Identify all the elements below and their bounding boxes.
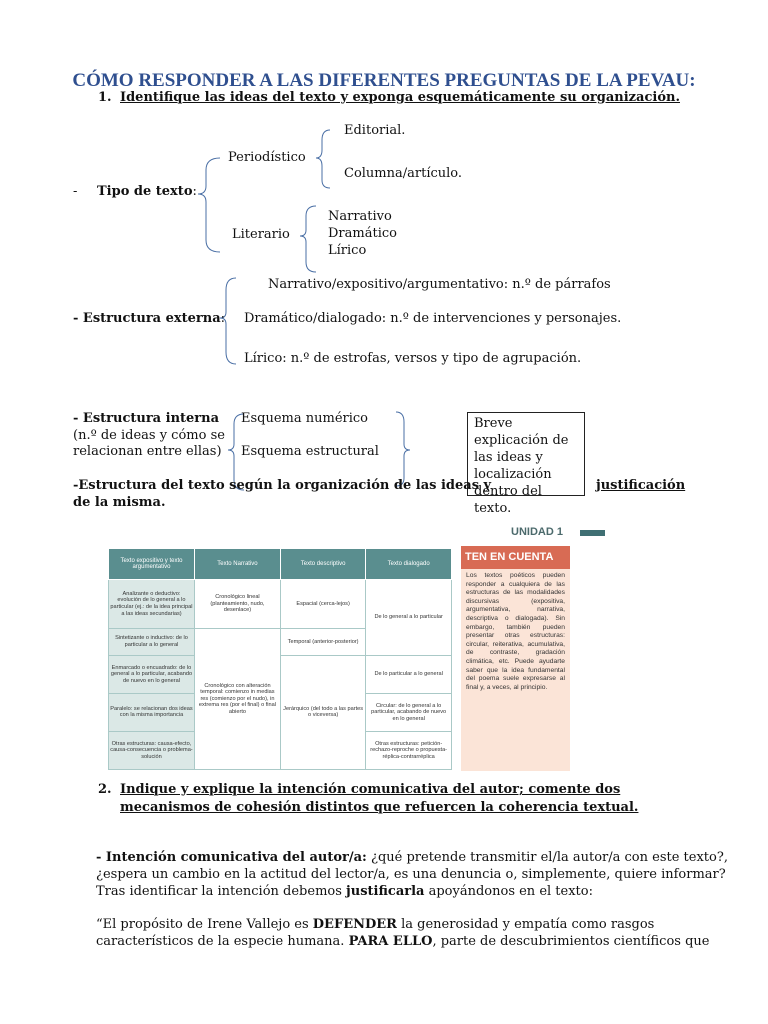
intencion-post: apoyándonos en el texto: <box>424 884 593 899</box>
ten-en-cuenta-title: TEN EN CUENTA <box>461 546 570 569</box>
intencion-line-2: ¿espera un cambio en la actitud del lector/a, es una denuncia o, simplemente, quiere informar? <box>96 867 726 882</box>
table-cell: Otras estructuras: petición-rechazo-reproche o propuesta-réplica-contrarréplica <box>366 731 452 769</box>
brace-periodistico <box>316 130 330 188</box>
quote-para-ello: PARA ELLO <box>348 934 433 949</box>
estructura-externa-label: - Estructura externa <box>73 311 221 326</box>
unidad-bar <box>580 530 605 536</box>
justificacion-label: justificación <box>596 478 686 493</box>
question-1-text: Identifique las ideas del texto y exponga esquemáticamente su organización. <box>120 90 680 105</box>
dramatico-label: Dramático <box>328 226 397 241</box>
tipo-texto-label: Tipo de texto <box>97 184 193 199</box>
structures-table <box>108 548 452 770</box>
table-cell: Paralelo: se relacionan dos ideas con la misma importancia <box>109 693 195 731</box>
columna-label: Columna/artículo. <box>344 166 463 181</box>
table-cell: De lo general a lo particular <box>366 580 452 656</box>
table-cell: Analizante o deductivo: evolución de lo general a lo particular (ej.: de la idea principal a las ideas secundarias) <box>109 580 195 629</box>
table-cell: Cronológico con alteración temporal: comienzo in medias res (comienzo por el nudo), in extrema res (por el final) o final abierto <box>194 628 280 769</box>
tipo-texto-heading <box>97 184 197 199</box>
table-cell: Cronológico lineal (planteamiento, nudo, desenlace) <box>194 580 280 629</box>
esquema-estructural: Esquema estructural <box>241 444 379 459</box>
esquema-numerico: Esquema numérico <box>241 411 369 426</box>
narrativo-label: Narrativo <box>328 209 392 224</box>
tipo-texto-colon: : <box>192 184 197 199</box>
externa-item-2: Dramático/dialogado: n.º de intervenciones y personajes. <box>244 311 622 326</box>
unidad-label: UNIDAD 1 <box>511 526 563 538</box>
editorial-label: Editorial. <box>344 123 406 138</box>
intencion-line-1 <box>96 850 728 865</box>
quote-line-2-post: , parte de descubrimientos científicos que <box>432 934 710 949</box>
quote-line-1 <box>96 917 654 932</box>
table-cell: Jerárquico (del todo a las partes o viceversa) <box>280 655 365 769</box>
brace-tipo-texto <box>198 158 220 252</box>
estructura-externa-colon: : <box>220 311 226 326</box>
intencion-pre: Tras identificar la intención debemos <box>96 884 347 899</box>
table-cell: Enmarcado o encuadrado: de lo general a lo particular, acabando de nuevo en lo general <box>109 655 195 693</box>
estructura-interna-label: - Estructura interna <box>73 411 220 426</box>
lirico-label: Lírico <box>328 243 367 258</box>
table-cell: Circular: de lo general a lo particular, acabando de nuevo en lo general <box>366 693 452 731</box>
table-header: Texto expositivo y texto argumentativo <box>109 549 195 580</box>
page-title: CÓMO RESPONDER A LAS DIFERENTES PREGUNTAS DE LA PEVAU: <box>72 70 696 91</box>
explanation-box: Breve explicación de las ideas y localización dentro del texto. <box>467 412 585 496</box>
quote-mid: la generosidad y empatía como rasgos <box>396 917 655 932</box>
table-row <box>109 580 452 629</box>
estructura-interna-sub-1: (n.º de ideas y cómo se <box>73 428 225 443</box>
table-cell: De lo particular a lo general <box>366 655 452 693</box>
question-2-line-2: mecanismos de cohesión distintos que refuercen la coherencia textual. <box>120 800 639 815</box>
table-cell: Otras estructuras: causa-efecto, causa-consecuencia o problema-solución <box>109 731 195 769</box>
table-header-row <box>109 549 452 580</box>
quote-defender: DEFENDER <box>312 917 397 932</box>
brace-literario <box>300 206 316 272</box>
table-row <box>109 655 452 693</box>
quote-pre: “El propósito de Irene Vallejo es <box>96 917 313 932</box>
question-2-line-1: Indique y explique la intención comunicativa del autor; comente dos <box>120 782 621 797</box>
literario-label: Literario <box>232 227 290 242</box>
intencion-justificarla: justificarla <box>346 884 425 899</box>
externa-item-1: Narrativo/expositivo/argumentativo: n.º de párrafos <box>268 277 611 292</box>
intencion-line-3 <box>96 884 593 899</box>
question-1-number: 1. <box>98 90 112 105</box>
table-cell: Espacial (cerca-lejos) <box>280 580 365 629</box>
estructura-externa-heading <box>73 311 225 326</box>
table-header: Texto Narrativo <box>194 549 280 580</box>
estructura-texto-line-1: -Estructura del texto según la organización de las ideas y <box>73 478 492 493</box>
question-2-number: 2. <box>98 782 112 797</box>
periodistico-label: Periodístico <box>228 150 306 165</box>
table-header: Texto descriptivo <box>280 549 365 580</box>
intencion-text-1: ¿qué pretende transmitir el/la autor/a con este texto?, <box>366 850 728 865</box>
tipo-texto-dash: - <box>73 184 78 199</box>
estructura-texto-line-2: de la misma. <box>73 495 166 510</box>
externa-item-3: Lírico: n.º de estrofas, versos y tipo de agrupación. <box>244 351 582 366</box>
quote-line-2 <box>96 934 709 949</box>
ten-en-cuenta-text: Los textos poéticos pueden responder a cualquiera de las estructuras de las modalidades discursivas (expositiva, argumentativa, narrativa, descriptiva o dialogada). Sin embargo, también pueden presentar otras estructuras: circular, reiterativa, acumulativa, de contraste, gradación climática, etc. Puede ayudarte saber que la idea fundamental del poema suele expresarse al final y, a veces, al principio. <box>461 569 570 771</box>
quote-line-2-pre: característicos de la especie humana. <box>96 934 349 949</box>
intencion-label: - Intención comunicativa del autor/a: <box>96 850 367 865</box>
table-cell: Sintetizante o inductivo: de lo particular a lo general <box>109 628 195 655</box>
brace-estructura-interna-right <box>396 412 410 486</box>
table-header: Texto dialogado <box>366 549 452 580</box>
ten-en-cuenta-box <box>461 546 570 770</box>
table-cell: Temporal (anterior-posterior) <box>280 628 365 655</box>
estructura-interna-sub-2: relacionan entre ellas) <box>73 444 222 459</box>
